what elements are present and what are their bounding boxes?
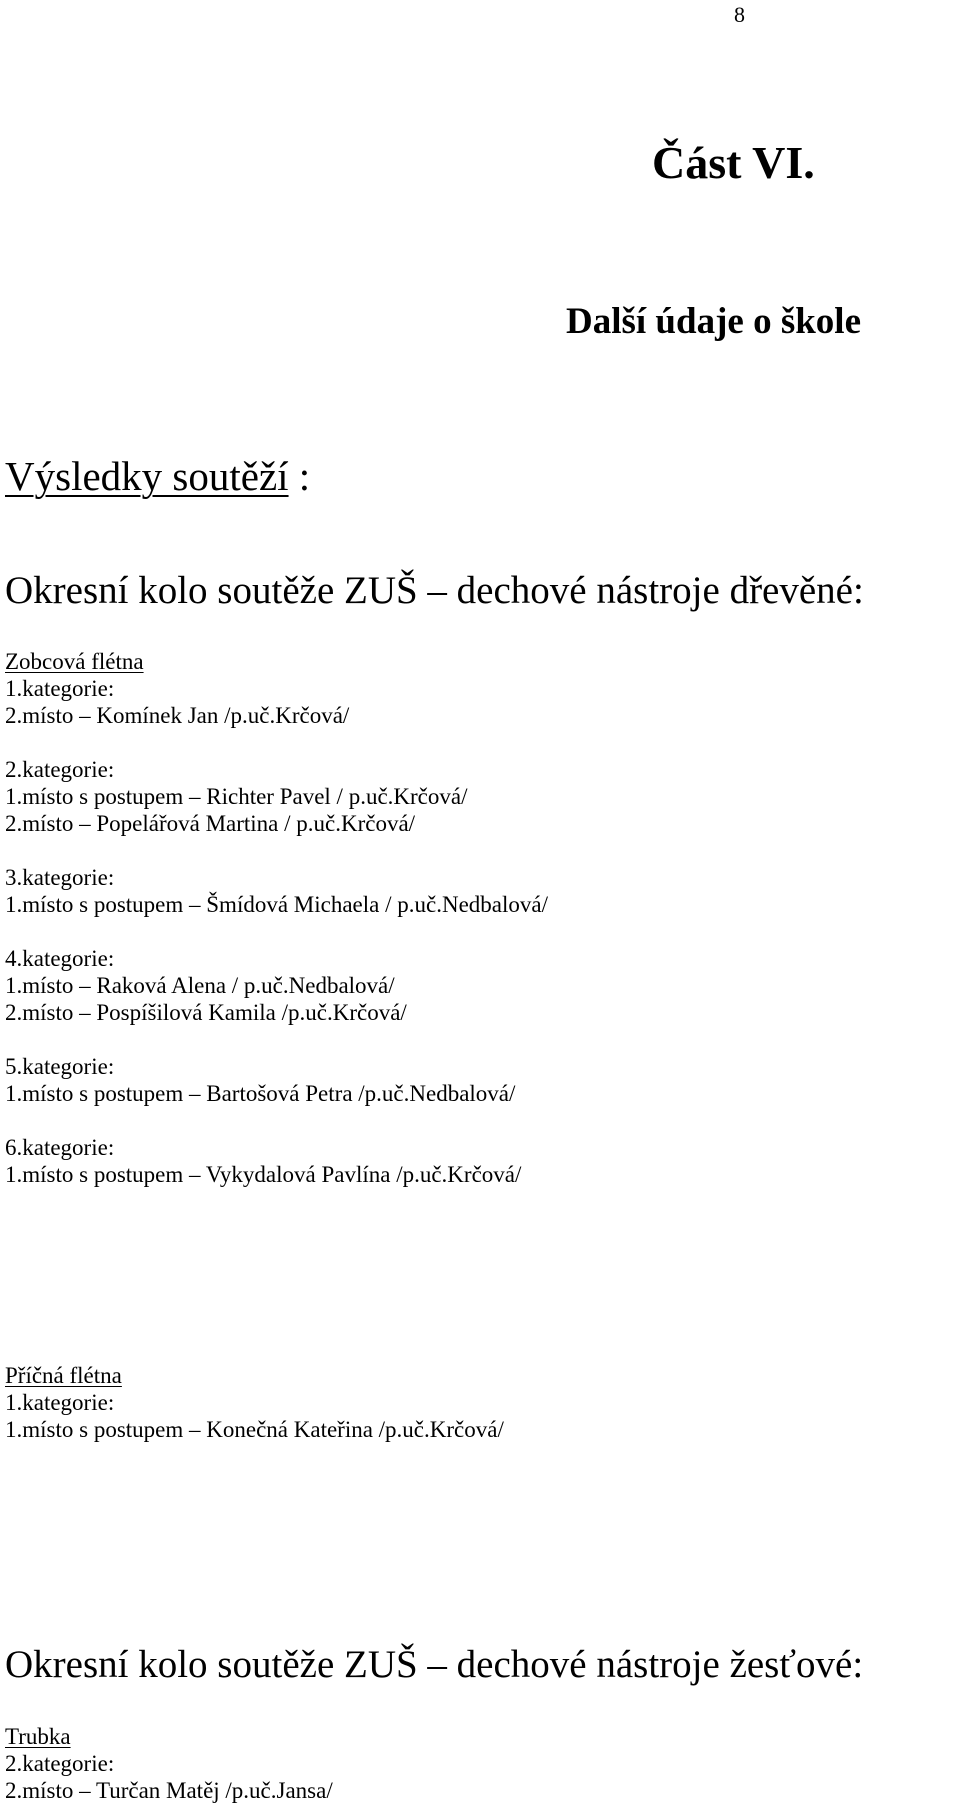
spacer [5,837,548,864]
spacer [5,1107,548,1134]
section-title-woodwind: Okresní kolo soutěže ZUŠ – dechové nástroje dřevěné: [5,569,864,612]
result-line: 1.místo s postupem – Bartošová Petra /p.uč.Nedbalová/ [5,1081,516,1106]
instrument-name: Trubka [5,1724,71,1749]
instrument-block [5,1362,504,1443]
results-heading-text: Výsledky soutěží [5,453,289,499]
results-heading-colon: : [288,453,311,499]
result-line: 1.místo s postupem – Richter Pavel / p.uč.Krčová/ [5,784,468,809]
page-number: 8 [734,2,745,27]
spacer [5,729,548,756]
result-line: 1.kategorie: [5,676,115,701]
spacer [5,918,548,945]
result-line: 2.místo – Komínek Jan /p.uč.Krčová/ [5,703,350,728]
spacer [5,1026,548,1053]
result-line: 2.místo – Popelářová Martina / p.uč.Krčová/ [5,811,416,836]
result-line: 2.místo – Turčan Matěj /p.uč.Jansa/ [5,1778,333,1803]
section-title-brass: Okresní kolo soutěže ZUŠ – dechové nástroje žesťové: [5,1643,864,1686]
instrument-name: Příčná flétna [5,1363,122,1388]
result-line: 1.kategorie: [5,1390,115,1415]
result-line: 1.místo – Raková Alena / p.uč.Nedbalová/ [5,973,395,998]
instrument-block [5,648,548,1188]
result-line: 1.místo s postupem – Konečná Kateřina /p.uč.Krčová/ [5,1417,504,1442]
instrument-name: Zobcová flétna [5,649,144,674]
part-title: Část VI. [652,137,815,188]
results-heading [5,452,310,500]
result-line: 4.kategorie: [5,946,115,971]
result-line: 1.místo s postupem – Vykydalová Pavlína /p.uč.Krčová/ [5,1162,522,1187]
result-line: 2.místo – Pospíšilová Kamila /p.uč.Krčová/ [5,1000,407,1025]
result-line: 1.místo s postupem – Šmídová Michaela / p.uč.Nedbalová/ [5,892,548,917]
instrument-block [5,1723,333,1804]
result-line: 5.kategorie: [5,1054,115,1079]
result-line: 6.kategorie: [5,1135,115,1160]
result-line: 2.kategorie: [5,757,115,782]
result-line: 2.kategorie: [5,1751,115,1776]
result-line: 3.kategorie: [5,865,115,890]
page-subtitle: Další údaje o škole [566,301,862,342]
